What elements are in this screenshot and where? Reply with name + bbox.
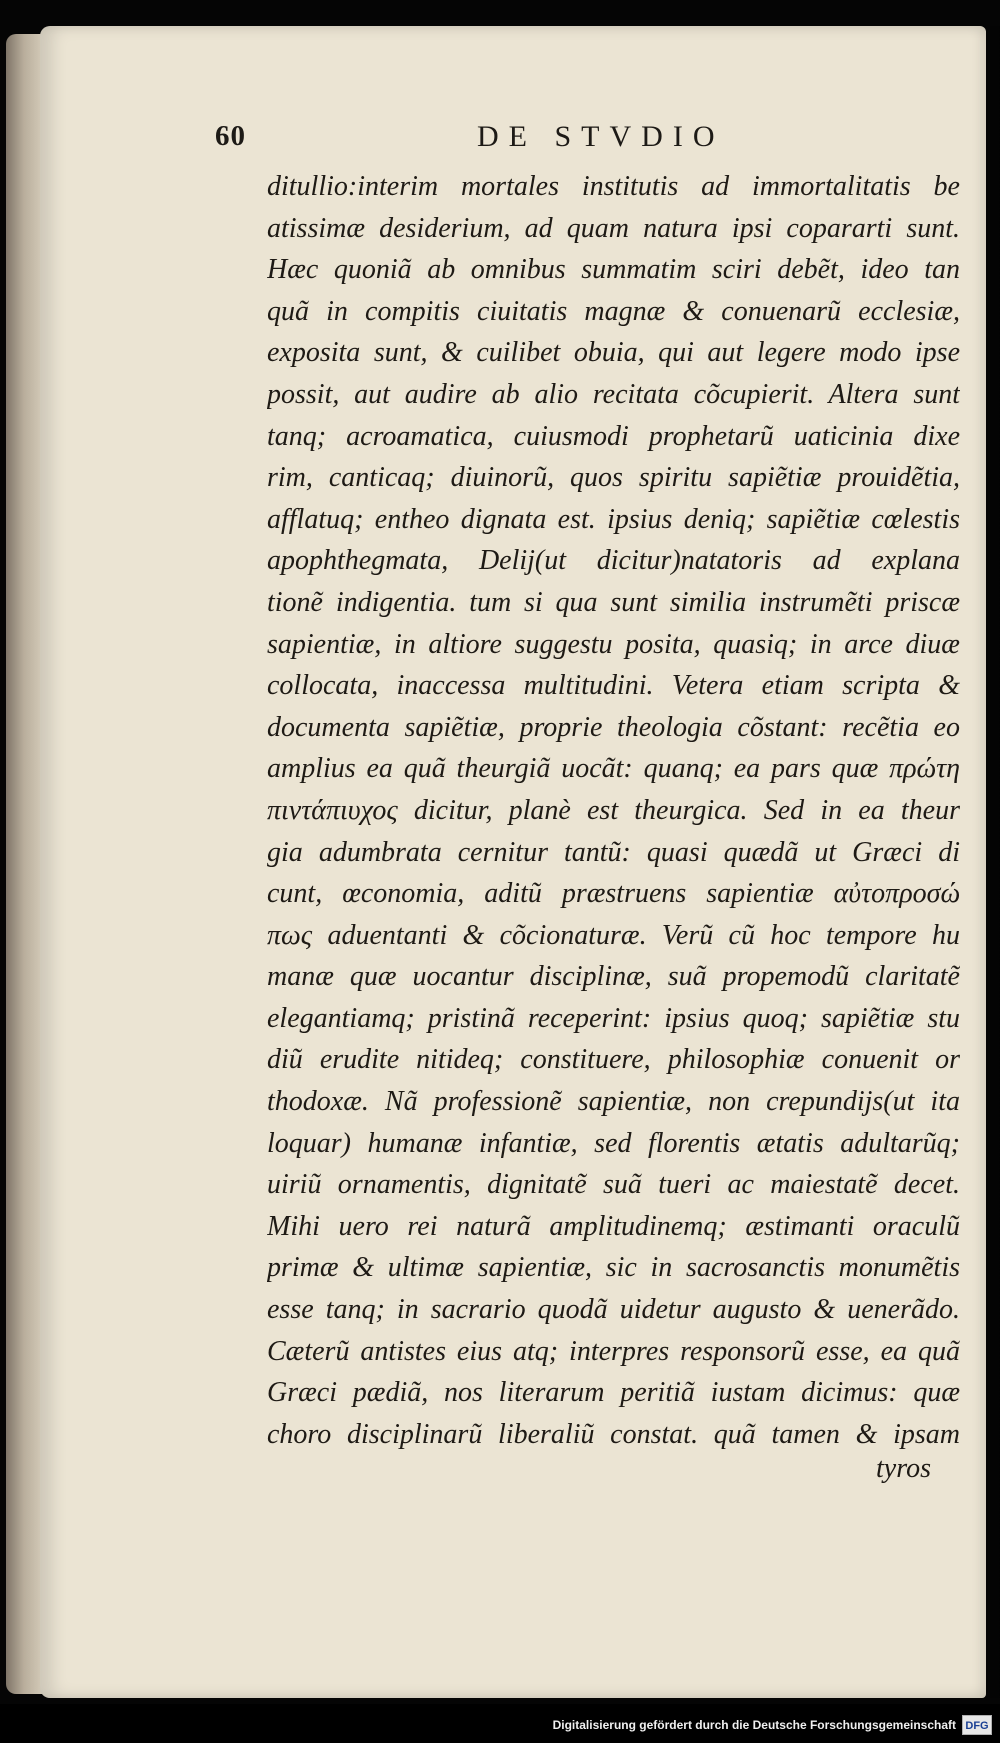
text-line: loquar) humanæ infantiæ, sed florentis ætatis adultarũq; xyxy=(267,1127,960,1159)
text-line: uiriũ ornamentis, dignitatẽ suã tueri ac maiestatẽ decet. xyxy=(267,1169,960,1201)
text-line: ditullio:interim mortales institutis ad immortalitatis be xyxy=(267,171,960,202)
footer-bar xyxy=(0,1704,1000,1743)
text-line: documenta sapiẽtiæ, proprie theologia cõstant: recẽtia eo xyxy=(267,711,960,743)
text-line: sapientiæ, in altiore suggestu posita, quasiq; in arce diuæ xyxy=(267,628,960,660)
text-line: possit, aut audire ab alio recitata cõcupierit. Altera sunt xyxy=(267,378,960,410)
text-line: Græci pædiã, nos literarum peritiã iustam dicimus: quæ xyxy=(267,1377,960,1409)
text-line: afflatuq; entheo dignata est. ipsius deniq; sapiẽtiæ cœlestis xyxy=(267,503,960,535)
text-line: manæ quæ uocantur disciplinæ, suã propemodũ claritatẽ xyxy=(267,961,960,993)
running-title: DE STVDIO xyxy=(477,120,725,153)
text-line: collocata, inaccessa multitudini. Vetera etiam scripta & xyxy=(267,670,960,702)
text-line: primæ & ultimæ sapientiæ, sic in sacrosanctis monumẽtis xyxy=(267,1252,960,1284)
text-line: rim, canticaq; diuinorũ, quos spiritu sapiẽtiæ prouidẽtia, xyxy=(267,462,960,494)
text-line: quã in compitis ciuitatis magnæ & conuenarũ ecclesiæ, xyxy=(267,295,960,327)
text-line: πως aduentanti & cõcionaturæ. Verũ cũ hoc tempore hu xyxy=(267,919,960,951)
text-line: Hæc quoniã ab omnibus summatim sciri debẽt, ideo tan xyxy=(267,254,960,286)
text-line: thodoxæ. Nã professionẽ sapientiæ, non crepundijs(ut ita xyxy=(267,1086,960,1118)
catchword: tyros xyxy=(876,1453,931,1484)
text-line: Cæterũ antistes eius atq; interpres responsorũ esse, ea quã xyxy=(267,1335,960,1367)
body-text xyxy=(267,166,960,1455)
text-line: tanq; acroamatica, cuiusmodi prophetarũ uaticinia dixe xyxy=(267,420,960,452)
page-gutter-shadow xyxy=(986,26,1000,1698)
text-line: apophthegmata, Delij(ut dicitur)natatoris ad explana xyxy=(267,545,960,577)
text-line: amplius ea quã theurgiã uocãt: quanq; ea pars quæ πρώτη xyxy=(267,753,960,785)
text-line: diũ erudite nitideq; constituere, philosophiæ conuenit or xyxy=(267,1044,960,1076)
running-head xyxy=(215,120,815,164)
text-line: esse tanq; in sacrario quodã uidetur augusto & uenerãdo. xyxy=(267,1294,960,1326)
text-line: πιντάπιυχος dicitur, planè est theurgica. Sed in ea theur xyxy=(267,794,960,826)
text-line: atissimæ desiderium, ad quam natura ipsi copararti sunt. xyxy=(267,212,960,244)
text-line: exposita sunt, & cuilibet obuia, qui aut legere modo ipse xyxy=(267,337,960,369)
text-line: gia adumbrata cernitur tantũ: quasi quædã ut Græci di xyxy=(267,836,960,868)
page-number: 60 xyxy=(215,120,246,152)
text-line: tionẽ indigentia. tum si qua sunt similia instrumẽti priscæ xyxy=(267,586,960,618)
text-line: Mihi uero rei naturã amplitudinemq; æstimanti oraculũ xyxy=(267,1210,960,1242)
dfg-logo-icon: DFG xyxy=(962,1715,992,1735)
footer-credit: Digitalisierung gefördert durch die Deutsche Forschungsgemeinschaft xyxy=(552,1718,956,1732)
text-line: choro disciplinarũ liberaliũ constat. quã tamen & ipsam xyxy=(267,1418,960,1450)
text-line: cunt, œconomia, aditũ præstruens sapientiæ αὐτοπροσώ xyxy=(267,878,960,910)
text-line: elegantiamq; pristinã receperint: ipsius quoq; sapiẽtiæ stu xyxy=(267,1002,960,1034)
